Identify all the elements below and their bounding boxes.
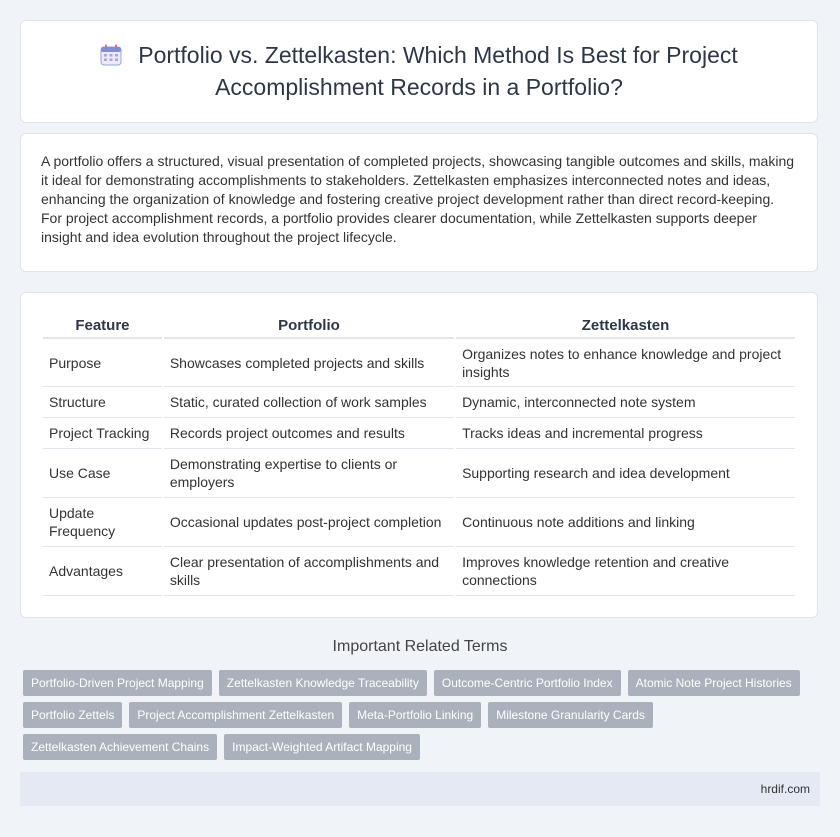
related-term-tag[interactable]: Outcome-Centric Portfolio Index	[434, 670, 621, 696]
comparison-card	[20, 292, 818, 618]
table-row	[43, 449, 795, 498]
page-title	[59, 41, 779, 102]
intro-paragraph: A portfolio offers a structured, visual presentation of completed projects, showcasing tangible outcomes and skills, making it ideal for demonstrating accomplishments to stakeholders. Zettelkasten emphasizes interconnected notes and ideas, enhancing the organization of knowledge and fostering creative project development rather than direct record-keeping. For project accomplishment records, a portfolio provides clearer documentation, while Zettelkasten supports deeper insight and idea evolution throughout the project lifecycle.	[41, 153, 795, 245]
feature-cell: Project Tracking	[43, 418, 162, 449]
table-row	[43, 339, 795, 387]
zettelkasten-cell: Supporting research and idea development	[456, 449, 795, 498]
header-portfolio: Portfolio	[164, 313, 454, 339]
related-term-tag[interactable]: Atomic Note Project Histories	[628, 670, 800, 696]
related-term-tag[interactable]: Impact-Weighted Artifact Mapping	[224, 734, 420, 760]
feature-cell: Use Case	[43, 449, 162, 498]
related-term-tag[interactable]: Zettelkasten Knowledge Traceability	[219, 670, 427, 696]
table-header-row	[43, 313, 795, 339]
portfolio-cell: Static, curated collection of work samples	[164, 387, 454, 418]
table-row	[43, 418, 795, 449]
related-term-tag[interactable]: Project Accomplishment Zettelkasten	[129, 702, 342, 728]
feature-cell: Structure	[43, 387, 162, 418]
related-term-tag[interactable]: Portfolio Zettels	[23, 702, 122, 728]
header-card	[20, 20, 818, 123]
header-zettelkasten: Zettelkasten	[456, 313, 795, 339]
zettelkasten-cell: Organizes notes to enhance knowledge and project insights	[456, 339, 795, 387]
page-title-text: Portfolio vs. Zettelkasten: Which Method Is Best for Project Accomplishment Records in a Portfolio?	[138, 42, 738, 100]
comparison-table	[41, 313, 797, 596]
portfolio-cell: Showcases completed projects and skills	[164, 339, 454, 387]
feature-cell: Update Frequency	[43, 498, 162, 547]
related-term-tag[interactable]: Meta-Portfolio Linking	[349, 702, 481, 728]
feature-cell: Purpose	[43, 339, 162, 387]
footer	[20, 772, 820, 806]
table-row	[43, 387, 795, 418]
portfolio-cell: Clear presentation of accomplishments and skills	[164, 547, 454, 596]
header-feature: Feature	[43, 313, 162, 339]
footer-site-link[interactable]: hrdif.com	[760, 782, 810, 796]
feature-cell: Advantages	[43, 547, 162, 596]
portfolio-cell: Demonstrating expertise to clients or employers	[164, 449, 454, 498]
related-terms-title: Important Related Terms	[332, 638, 508, 655]
zettelkasten-cell: Dynamic, interconnected note system	[456, 387, 795, 418]
portfolio-cell: Occasional updates post-project completion	[164, 498, 454, 547]
related-terms-tags	[23, 670, 813, 766]
table-row	[43, 547, 795, 596]
portfolio-cell: Records project outcomes and results	[164, 418, 454, 449]
table-row	[43, 498, 795, 547]
related-term-tag[interactable]: Zettelkasten Achievement Chains	[23, 734, 217, 760]
intro-card	[20, 133, 818, 272]
zettelkasten-cell: Continuous note additions and linking	[456, 498, 795, 547]
calendar-icon	[100, 44, 122, 73]
zettelkasten-cell: Tracks ideas and incremental progress	[456, 418, 795, 449]
related-term-tag[interactable]: Portfolio-Driven Project Mapping	[23, 670, 212, 696]
zettelkasten-cell: Improves knowledge retention and creative connections	[456, 547, 795, 596]
related-term-tag[interactable]: Milestone Granularity Cards	[488, 702, 653, 728]
